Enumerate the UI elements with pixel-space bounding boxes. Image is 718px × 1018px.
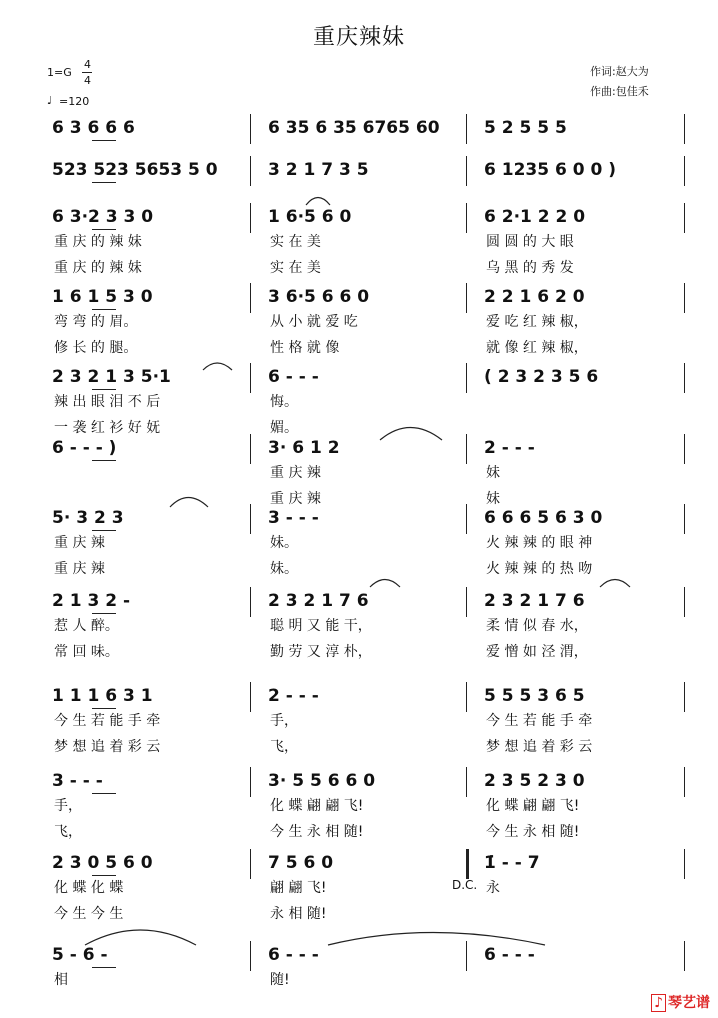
measure-notes: 523 523 5653 5 0 — [52, 160, 218, 180]
measure-notes: 6 1235 6 0 0 ) — [484, 160, 616, 180]
time-signature-top: 4 — [84, 58, 91, 71]
measure-notes: 6 - - - — [484, 945, 535, 965]
lyric-line: 妹。 — [270, 535, 298, 551]
lyric-line: 飞， — [270, 739, 298, 755]
measure-notes: 3 6·5 6 6 0 — [268, 287, 370, 307]
lyric-line: 手， — [270, 713, 298, 729]
measure-notes: 6 3 6 6 6 — [52, 118, 135, 138]
lyric-line: 翩 翩 飞! — [270, 880, 327, 896]
measure-notes: 2 3 2 1 7 6 — [484, 591, 585, 611]
lyric-line: 永 相 随! — [270, 906, 327, 922]
slur — [370, 580, 400, 588]
measure-notes: 2 2 1 6 2 0 — [484, 287, 585, 307]
lyric-line: 今 生 若 能 手 牵 — [54, 713, 161, 729]
measure-notes: 6 - - - — [268, 367, 319, 387]
lyric-line: 梦 想 追 着 彩 云 — [486, 739, 593, 755]
slur — [380, 428, 442, 441]
measure-notes: 3 - - - — [268, 508, 319, 528]
lyric-line: 勤 劳 又 淳 朴， — [270, 644, 372, 660]
lyric-line: 重 庆 辣 — [54, 561, 105, 577]
lyric-line: 今 生 若 能 手 牵 — [486, 713, 593, 729]
lyric-line: 重 庆 的 辣 妹 — [54, 260, 142, 276]
measure-notes: 3· 5 5 6 6 0 — [268, 771, 376, 791]
measure-notes: 5 - 6 - — [52, 945, 108, 965]
lyric-line: 火 辣 辣 的 热 吻 — [486, 561, 593, 577]
lyric-line: 柔 情 似 春 水， — [486, 618, 588, 634]
lyric-line: 随! — [270, 972, 290, 988]
measure-notes: 7 5 6 0 — [268, 853, 334, 873]
lyric-line: 常 回 味。 — [54, 644, 119, 660]
lyric-line: 从 小 就 爱 吃 — [270, 314, 358, 330]
lyric-line: 一 袭 红 衫 好 妩 — [54, 420, 161, 436]
lyric-line: 化 蝶 化 蝶 — [54, 880, 124, 896]
lyric-line: 媚。 — [270, 420, 298, 436]
lyric-line: 重 庆 辣 — [270, 491, 321, 507]
measure-notes: 5· 3 2 3 — [52, 508, 124, 528]
lyric-line: 飞， — [54, 824, 82, 840]
lyric-line: 化 蝶 翩 翩 飞! — [270, 798, 364, 814]
measure-notes: 6 - - - ) — [52, 438, 117, 458]
lyric-line: 弯 弯 的 眉。 — [54, 314, 138, 330]
measure-notes: 6 35 6 35 6765 60 — [268, 118, 440, 138]
key-signature: 1=G — [47, 66, 72, 79]
slur — [203, 363, 232, 370]
lyric-line: 今 生 永 相 随! — [270, 824, 364, 840]
lyric-line: 聪 明 又 能 干， — [270, 618, 372, 634]
logo-text: 琴艺谱 — [668, 995, 710, 1011]
lyric-line: 今 生 永 相 随! — [486, 824, 580, 840]
measure-notes: 2 3 2 1 7 6 — [268, 591, 369, 611]
lyric-line: 爱 吃 红 辣 椒， — [486, 314, 588, 330]
measure-notes: 2 - - - — [268, 686, 319, 706]
measure-notes: 6 - - - — [268, 945, 319, 965]
time-signature-bottom: 4 — [84, 74, 91, 87]
slur — [328, 933, 545, 946]
measure-notes: ( 2 3 2 3 5 6 — [484, 367, 599, 387]
slur — [306, 198, 330, 206]
slur — [170, 498, 208, 508]
lyric-line: 妹 — [486, 491, 500, 507]
measure-notes: 1 1 1 6 3 1 — [52, 686, 153, 706]
measure-notes: 3 - - - — [52, 771, 103, 791]
lyric-line: 妹。 — [270, 561, 298, 577]
measure-notes: 2 3 0 5 6 0 — [52, 853, 153, 873]
composer: 作曲:包佳禾 — [590, 85, 649, 98]
lyricist: 作词:赵大为 — [590, 65, 649, 78]
measure-notes: 2 3 2 1 3 5·1 — [52, 367, 171, 387]
lyric-line: 永 — [486, 880, 500, 896]
lyric-line: 修 长 的 腿。 — [54, 340, 138, 356]
lyric-line: 就 像 红 辣 椒， — [486, 340, 588, 356]
lyric-line: 相 — [54, 972, 68, 988]
measure-notes: 1̇ - - 7 — [484, 853, 540, 873]
measure-notes: 6 3·2 3 3 0 — [52, 207, 154, 227]
quarter-note-icon: ♩ — [47, 94, 53, 107]
lyric-line: 重 庆 的 辣 妹 — [54, 234, 142, 250]
lyric-line: 化 蝶 翩 翩 飞! — [486, 798, 580, 814]
tempo: =120 — [59, 95, 90, 108]
lyric-line: 乌 黑 的 秀 发 — [486, 260, 574, 276]
measure-notes: 2 1 3 2 - — [52, 591, 131, 611]
measure-notes: 2 3 5 2 3 0 — [484, 771, 585, 791]
page-title: 重庆辣妹 — [312, 25, 405, 50]
measure-notes: 1 6 1 5 3 0 — [52, 287, 153, 307]
lyric-line: 重 庆 辣 — [54, 535, 105, 551]
lyric-line: 今 生 今 生 — [54, 906, 124, 922]
measure-notes: 5 2 5 5 5 — [484, 118, 567, 138]
lyric-line: 悔。 — [270, 394, 298, 410]
lyric-line: 手， — [54, 798, 82, 814]
lyric-line: 妹 — [486, 465, 500, 481]
measure-notes: 2 - - - — [484, 438, 535, 458]
lyric-line: 爱 憎 如 泾 渭， — [486, 644, 588, 660]
measure-notes: 6 2·1 2 2 0 — [484, 207, 586, 227]
lyric-line: 实 在 美 — [270, 260, 321, 276]
measure-notes: 3 2 1 7 3 5 — [268, 160, 369, 180]
slur — [85, 930, 196, 945]
lyric-line: 惹 人 醉。 — [54, 618, 119, 634]
measure-notes: 3· 6 1 2 — [268, 438, 340, 458]
lyric-line: 梦 想 追 着 彩 云 — [54, 739, 161, 755]
lyric-line: 圆 圆 的 大 眼 — [486, 234, 574, 250]
lyric-line: 重 庆 辣 — [270, 465, 321, 481]
lyric-line: 实 在 美 — [270, 234, 321, 250]
measure-notes: 5 5 5 3 6 5 — [484, 686, 585, 706]
measure-notes: 1 6·5 6 0 — [268, 207, 352, 227]
lyric-line: 辣 出 眼 泪 不 后 — [54, 394, 161, 410]
da-capo-mark: D.C. — [452, 878, 478, 892]
measure-notes: 6 6 6 5 6 3 0 — [484, 508, 603, 528]
slur — [600, 580, 630, 588]
logo-icon: ♪ — [651, 994, 666, 1012]
lyric-line: 性 格 就 像 — [270, 340, 340, 356]
lyric-line: 火 辣 辣 的 眼 神 — [486, 535, 593, 551]
